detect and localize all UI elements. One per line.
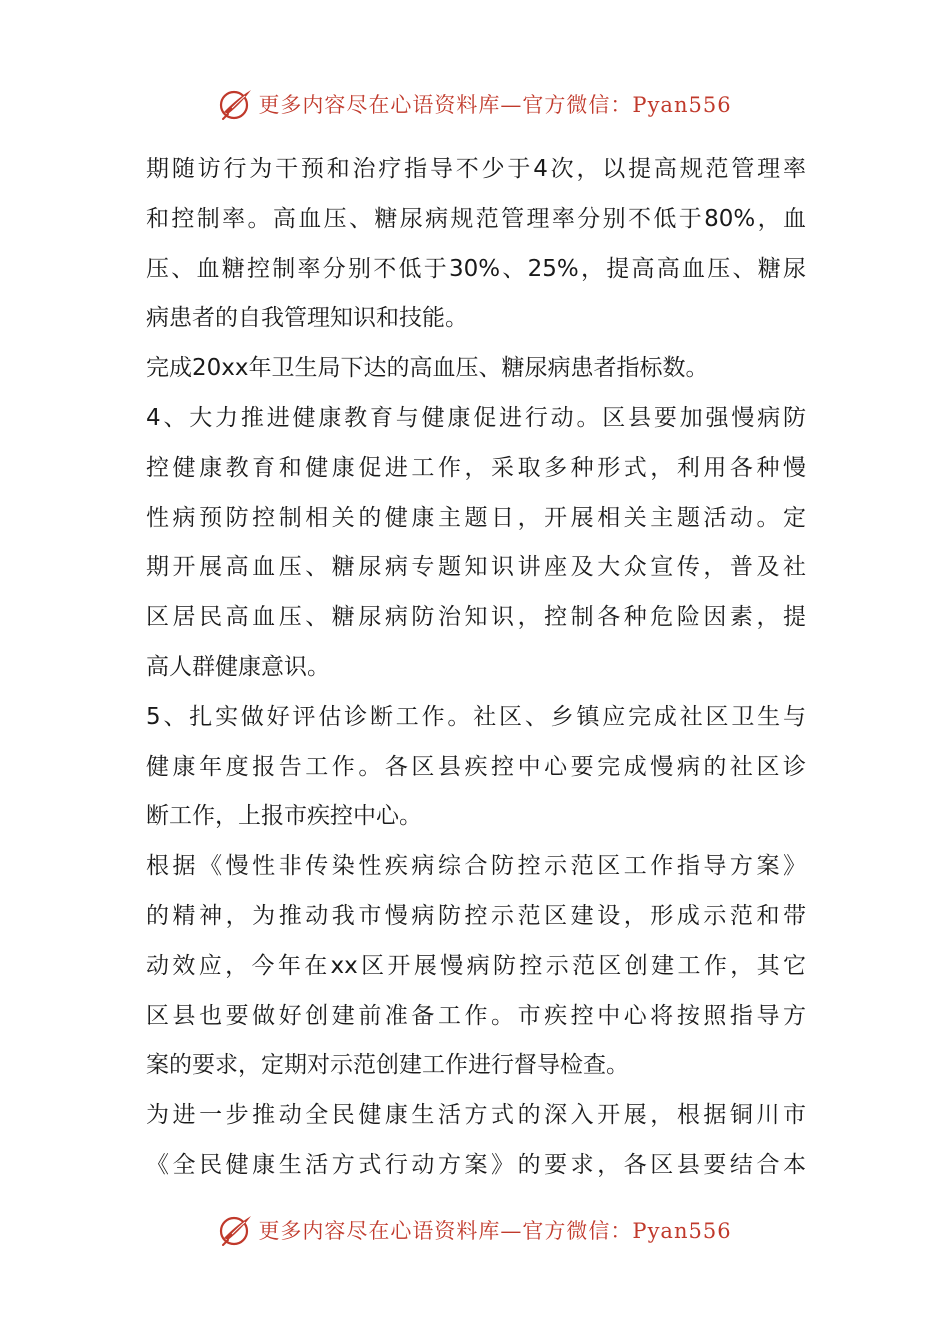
body-text-line: 的精神，为推动我市慢病防控示范区建设，形成示范和带 [146, 902, 806, 929]
body-text-line: 健康年度报告工作。各区县疾控中心要完成慢病的社区诊 [146, 753, 806, 780]
document-body [146, 145, 806, 1191]
body-text-line: 区居民高血压、糖尿病防治知识，控制各种危险因素，提 [146, 604, 806, 631]
body-text-line: 和控制率。高血压、糖尿病规范管理率分别不低于80%，血 [146, 205, 806, 232]
quill-pen-circle-logo-icon [218, 86, 254, 122]
body-text-line: 控健康教育和健康促进工作，采取多种形式，利用各种慢 [146, 454, 806, 481]
body-text-line: 案的要求，定期对示范创建工作进行督导检查。 [146, 1052, 629, 1079]
footer-banner-text: 更多内容尽在心语资料库—官方微信：Pyan556 [258, 1219, 732, 1243]
body-text-line: 4、大力推进健康教育与健康促进行动。区县要加强慢病防 [146, 404, 806, 431]
body-text-line: 完成20xx年卫生局下达的高血压、糖尿病患者指标数。 [146, 355, 709, 382]
body-text-line: 区县也要做好创建前准备工作。市疾控中心将按照指导方 [146, 1002, 806, 1029]
body-text-line: 病患者的自我管理知识和技能。 [146, 305, 468, 332]
quill-pen-circle-logo-icon [218, 1212, 254, 1248]
footer-banner [0, 1208, 950, 1252]
body-text-line: 性病预防控制相关的健康主题日，开展相关主题活动。定 [146, 504, 806, 531]
body-text-line: 5、扎实做好评估诊断工作。社区、乡镇应完成社区卫生与 [146, 703, 806, 730]
body-text-line: 期随访行为干预和治疗指导不少于4次，以提高规范管理率 [146, 156, 806, 182]
body-text-line: 期开展高血压、糖尿病专题知识讲座及大众宣传，普及社 [146, 554, 806, 581]
header-banner-text: 更多内容尽在心语资料库—官方微信：Pyan556 [258, 93, 732, 117]
body-text-line: 根据《慢性非传染性疾病综合防控示范区工作指导方案》 [146, 853, 806, 880]
header-banner [0, 82, 950, 126]
body-text-line: 压、血糖控制率分别不低于30%、25%，提高高血压、糖尿 [146, 255, 806, 282]
body-text-line: 动效应，今年在xx区开展慢病防控示范区创建工作，其它 [146, 952, 806, 979]
body-text-line: 高人群健康意识。 [146, 653, 330, 680]
body-text-line: 为进一步推动全民健康生活方式的深入开展，根据铜川市 [146, 1102, 806, 1129]
body-text-line: 断工作，上报市疾控中心。 [146, 803, 422, 830]
body-text-line: 《全民健康生活方式行动方案》的要求，各区县要结合本 [146, 1151, 806, 1178]
